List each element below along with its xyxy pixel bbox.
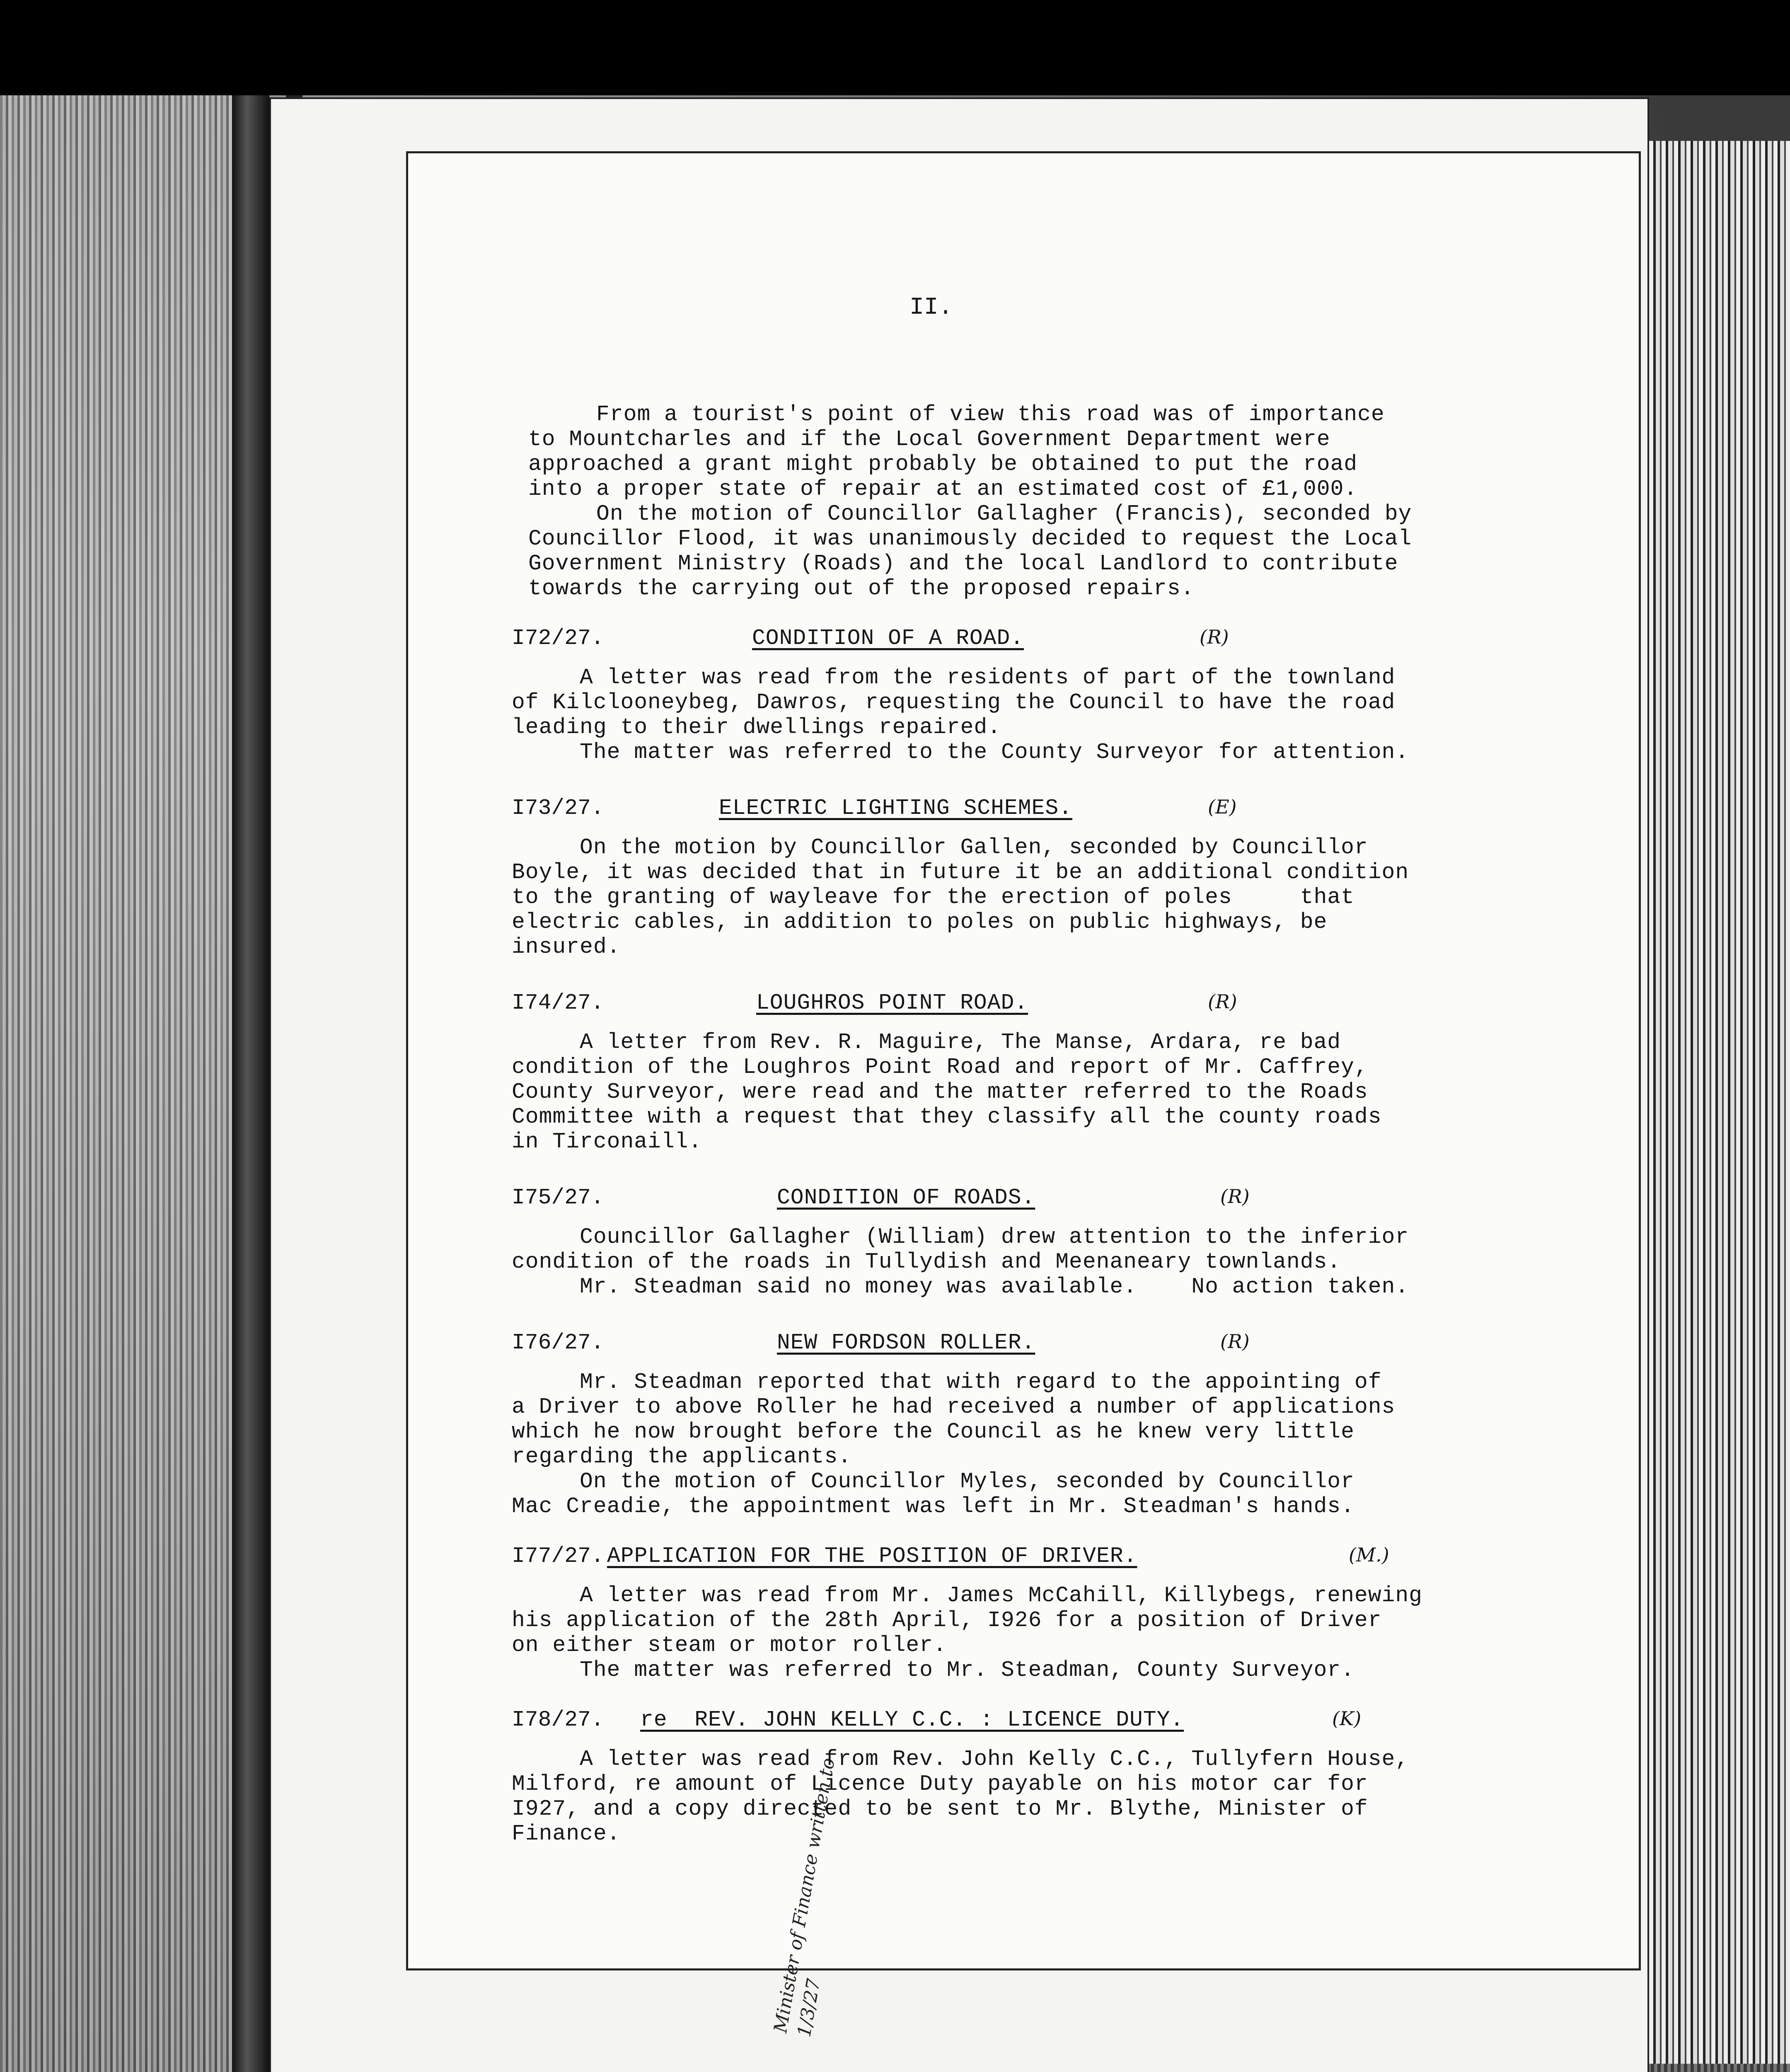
margin-note-handwritten: Minister of Finance written to 1/3/27 bbox=[769, 1756, 839, 2039]
item-number: I74/27. bbox=[512, 990, 604, 1015]
item-line: Boyle, it was decided that in future it be an additional condition bbox=[512, 860, 1409, 885]
item-heading: CONDITION OF A ROAD. bbox=[752, 626, 1024, 651]
item-line: condition of the roads in Tullydish and Meenaneary townlands. bbox=[512, 1249, 1341, 1274]
item-line: on either steam or motor roller. bbox=[512, 1633, 947, 1658]
item-heading: APPLICATION FOR THE POSITION OF DRIVER. bbox=[607, 1544, 1137, 1569]
item-line: I927, and a copy directed to be sent to Mr. Blythe, Minister of bbox=[512, 1796, 1368, 1821]
item-number: I73/27. bbox=[512, 796, 604, 821]
item-line: Councillor Gallagher (William) drew attention to the inferior bbox=[512, 1225, 1409, 1249]
top-border bbox=[0, 0, 1790, 95]
item-line: Finance. bbox=[512, 1821, 621, 1846]
item-line: regarding the applicants. bbox=[512, 1444, 852, 1469]
item-heading: LOUGHROS POINT ROAD. bbox=[756, 990, 1028, 1015]
item-heading: NEW FORDSON ROLLER. bbox=[777, 1330, 1035, 1355]
item-line: A letter was read from Mr. James McCahill, Killybegs, renewing bbox=[512, 1583, 1422, 1608]
item-line: Mr. Steadman reported that with regard to the appointing of bbox=[512, 1370, 1382, 1394]
item-line: Mr. Steadman said no money was available. No action taken. bbox=[512, 1274, 1409, 1299]
item-mark: (R) bbox=[1220, 1330, 1250, 1353]
item-mark: (R) bbox=[1220, 1185, 1250, 1208]
item-line: A letter was read from Rev. John Kelly C.C., Tullyfern House, bbox=[512, 1747, 1409, 1772]
item-line: to the granting of wayleave for the erection of poles that bbox=[512, 885, 1355, 910]
item-heading: ELECTRIC LIGHTING SCHEMES. bbox=[719, 796, 1072, 821]
item-line: electric cables, in addition to poles on public highways, be bbox=[512, 910, 1328, 934]
item-line: which he now brought before the Council as he knew very little bbox=[512, 1419, 1355, 1444]
item-number: I75/27. bbox=[512, 1185, 604, 1210]
item-number: I77/27. bbox=[512, 1544, 604, 1569]
item-line: A letter was read from the residents of part of the townland bbox=[512, 665, 1396, 690]
item-mark: (R) bbox=[1200, 626, 1229, 648]
item-line: Committee with a request that they classify all the county roads bbox=[512, 1104, 1382, 1129]
item-number: I76/27. bbox=[512, 1330, 604, 1355]
item-mark: (M.) bbox=[1349, 1544, 1389, 1566]
document-page bbox=[406, 151, 1641, 2039]
right-page-stack bbox=[1649, 141, 1790, 2072]
intro-line: into a proper state of repair at an estimated cost of £1,000. bbox=[528, 477, 1358, 501]
item-line: in Tirconaill. bbox=[512, 1129, 702, 1154]
item-line: On the motion of Councillor Myles, seconded by Councillor bbox=[512, 1469, 1355, 1494]
intro-line: to Mountcharles and if the Local Government Department were bbox=[528, 427, 1330, 452]
intro-line: On the motion of Councillor Gallagher (Francis), seconded by bbox=[528, 501, 1412, 526]
binding-bar bbox=[232, 91, 269, 2072]
intro-line: approached a grant might probably be obtained to put the road bbox=[528, 452, 1358, 477]
left-page-edge bbox=[0, 83, 232, 2072]
item-line: Milford, re amount of Licence Duty payable on his motor car for bbox=[512, 1772, 1368, 1796]
item-line: On the motion by Councillor Gallen, seconded by Councillor bbox=[512, 835, 1368, 860]
item-number: I72/27. bbox=[512, 626, 604, 651]
item-line: insured. bbox=[512, 934, 621, 959]
item-line: County Surveyor, were read and the matter referred to the Roads bbox=[512, 1080, 1368, 1104]
item-line: A letter from Rev. R. Maguire, The Manse, Ardara, re bad bbox=[512, 1030, 1341, 1055]
item-line: The matter was referred to the County Surveyor for attention. bbox=[512, 740, 1409, 765]
item-heading: re REV. JOHN KELLY C.C. : LICENCE DUTY. bbox=[640, 1707, 1184, 1732]
intro-line: Councillor Flood, it was unanimously decided to request the Local bbox=[528, 526, 1412, 551]
item-mark: (K) bbox=[1332, 1707, 1362, 1730]
item-heading: CONDITION OF ROADS. bbox=[777, 1185, 1035, 1210]
item-line: The matter was referred to Mr. Steadman, County Surveyor. bbox=[512, 1658, 1355, 1682]
item-number: I78/27. bbox=[512, 1707, 604, 1732]
item-line: leading to their dwellings repaired. bbox=[512, 715, 1001, 740]
intro-line: towards the carrying out of the proposed repairs. bbox=[528, 576, 1195, 601]
page-number: II. bbox=[910, 294, 953, 321]
item-line: his application of the 28th April, I926 for a position of Driver bbox=[512, 1608, 1382, 1633]
item-line: condition of the Loughros Point Road and report of Mr. Caffrey, bbox=[512, 1055, 1368, 1080]
item-mark: (E) bbox=[1208, 796, 1237, 818]
item-line: a Driver to above Roller he had received a number of applications bbox=[512, 1394, 1396, 1419]
item-mark: (R) bbox=[1208, 990, 1237, 1013]
item-line: of Kilclooneybeg, Dawros, requesting the Council to have the road bbox=[512, 690, 1396, 715]
intro-line: Government Ministry (Roads) and the local Landlord to contribute bbox=[528, 551, 1398, 576]
intro-line: From a tourist's point of view this road was of importance bbox=[528, 402, 1385, 427]
item-line: Mac Creadie, the appointment was left in Mr. Steadman's hands. bbox=[512, 1494, 1355, 1519]
